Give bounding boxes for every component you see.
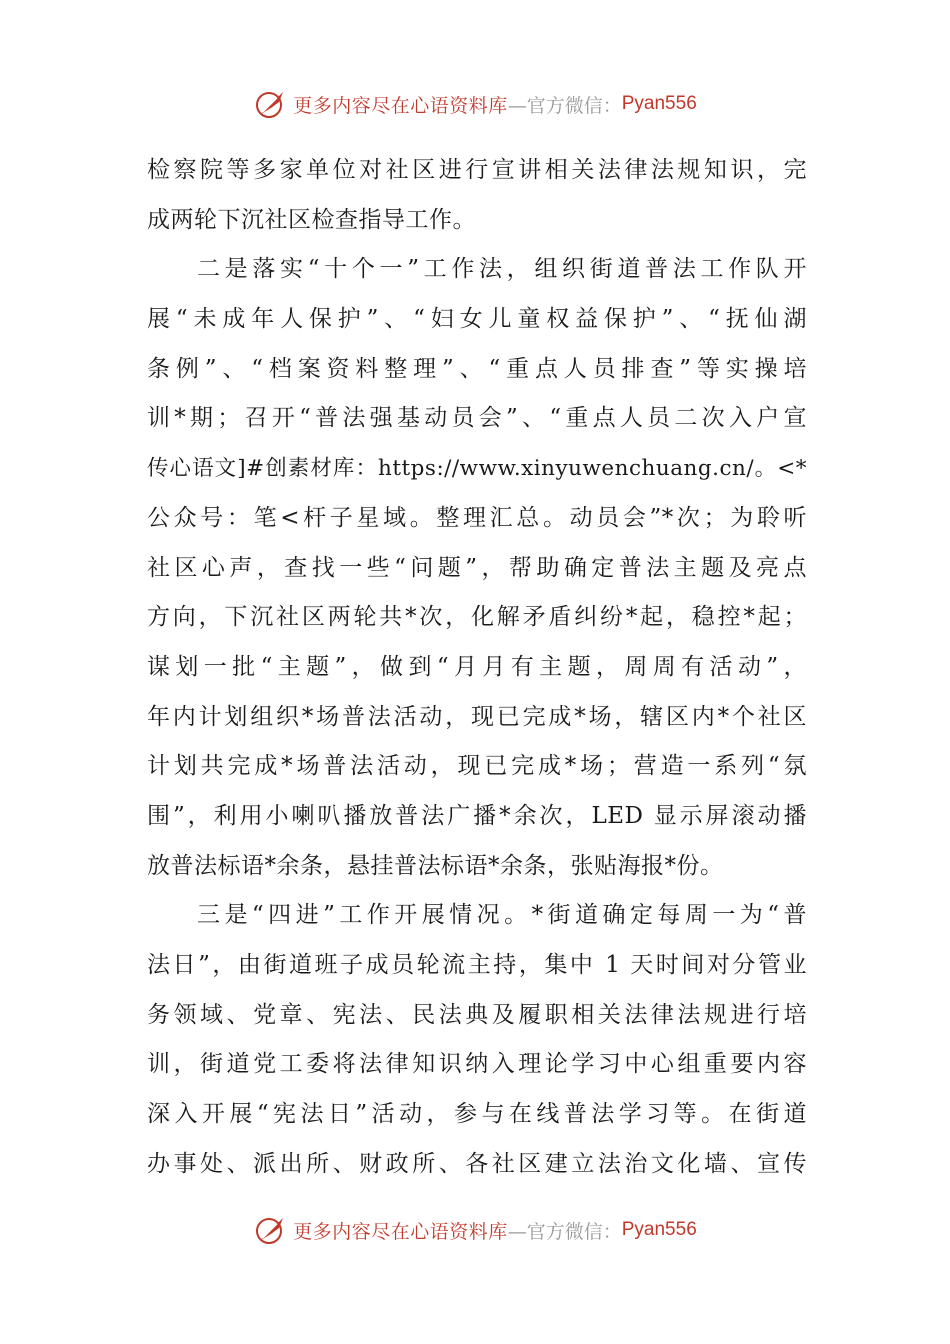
document-body [147,146,807,1189]
banner-wechat-id: Pyan556 [621,93,697,114]
text-line: 社区心声，查找一些“问题”，帮助确定普法主题及亮点 [147,554,807,581]
text-line: 成两轮下沉社区检查指导工作。 [147,206,476,233]
text-line: 二是落实“十个一”工作法，组织街道普法工作队开 [197,256,807,283]
footer-watermark-banner [0,1210,950,1250]
text-line: 务领域、党章、宪法、民法典及履职相关法律法规进行培 [147,1001,807,1028]
text-line: 谋划一批“主题”，做到“月月有主题，周周有活动”， [147,653,807,680]
text-line: 训，街道党工委将法律知识纳入理论学习中心组重要内容 [147,1051,807,1078]
banner-main-text: 更多内容尽在心语资料库 [293,94,508,117]
text-line: 条例”、“档案资料整理”、“重点人员排查”等实操培 [147,355,807,382]
text-line: 计划共完成*场普法活动，现已完成*场；营造一系列“氛 [147,753,807,780]
text-line: 展“未成年人保护”、“妇女儿童权益保护”、“抚仙湖 [147,306,807,333]
text-line: 三是“四进”工作开展情况。*街道确定每周一为“普 [197,902,807,929]
text-line: 法日”，由街道班子成员轮流主持，集中 1 天时间对分管业 [147,952,807,978]
text-line: 办事处、派出所、财政所、各社区建立法治文化墙、宣传 [147,1150,807,1177]
banner-main-text: 更多内容尽在心语资料库 [293,1220,508,1243]
header-watermark-banner [0,84,950,124]
text-line: 检察院等多家单位对社区进行宣讲相关法律法规知识，完 [147,157,807,183]
text-line: 深入开展“宪法日”活动，参与在线普法学习等。在街道 [147,1101,807,1128]
banner-sub-text: —官方微信： [507,94,622,117]
text-line: 训*期；召开“普法强基动员会”、“重点人员二次入户宣 [147,405,807,432]
banner-sub-text: —官方微信： [507,1220,622,1243]
text-line: 围”，利用小喇叭播放普法广播*余次，LED 显示屏滚动播 [147,802,807,829]
quill-logo-icon [253,1212,289,1248]
banner-wechat-id: Pyan556 [621,1219,697,1240]
quill-logo-icon [253,86,289,122]
text-line: 传心语文]#创素材库：https://www.xinyuwenchuang.cn/。<* [147,456,807,482]
text-line: 放普法标语*余条，悬挂普法标语*余条，张贴海报*份。 [147,852,724,879]
text-line: 方向，下沉社区两轮共*次，化解矛盾纠纷*起，稳控*起； [147,604,807,631]
text-line: 公众号：笔<杆子星域。整理汇总。动员会”*次；为聆听 [147,504,807,531]
text-line: 年内计划组织*场普法活动，现已完成*场，辖区内*个社区 [147,703,807,730]
